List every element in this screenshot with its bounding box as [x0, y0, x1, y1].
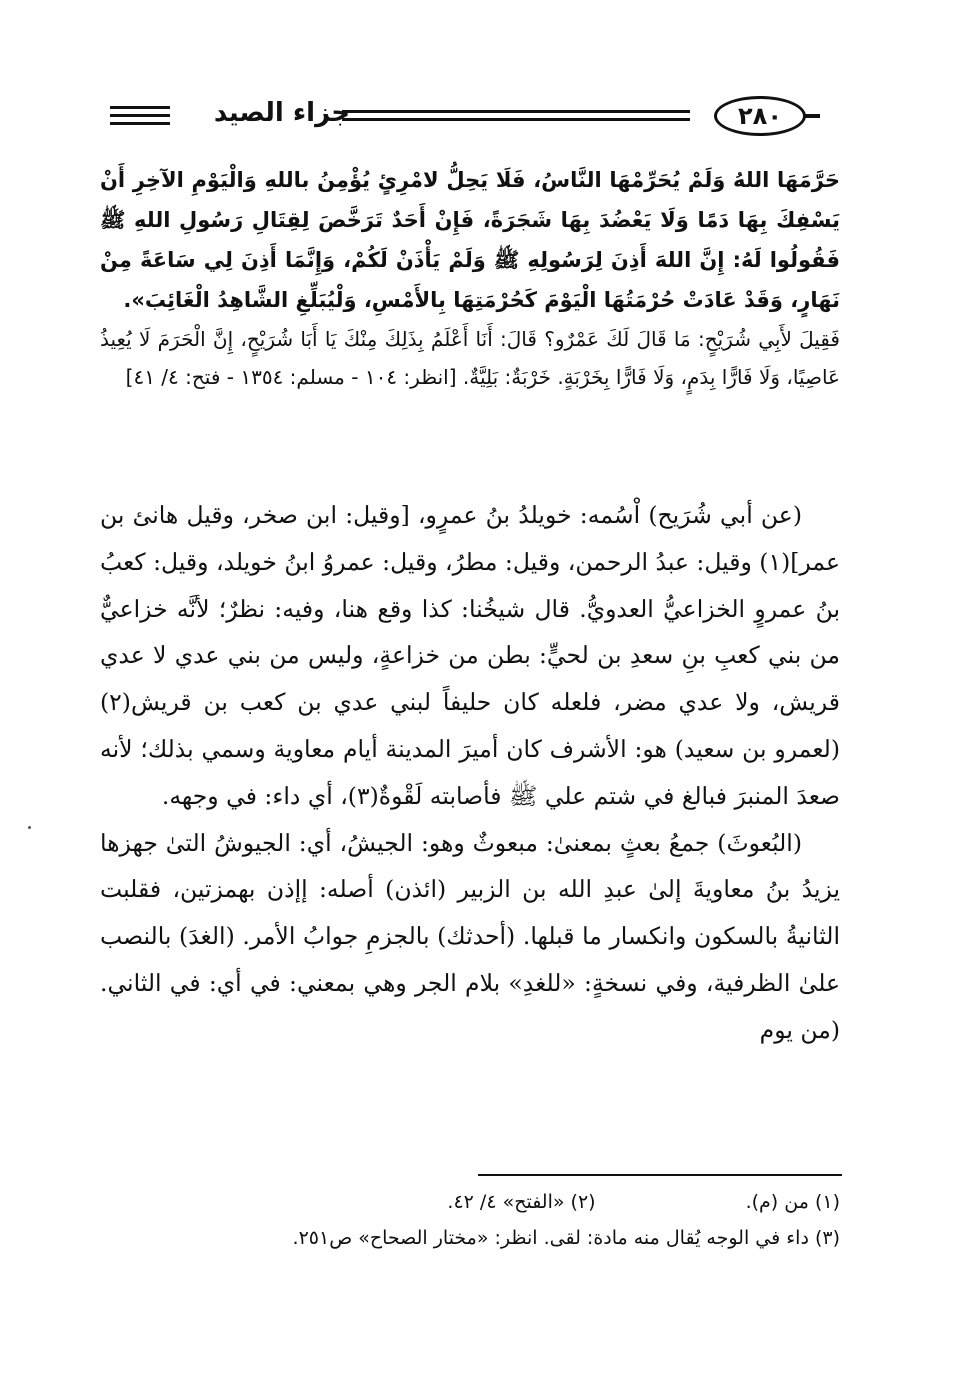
page-number-cartouche: [700, 92, 820, 144]
footnote-3: (٣) داء في الوجه يُقال منه مادة: لقى. انظر: «مختار الصحاح» ص٢٥١.: [292, 1227, 840, 1249]
commentary-paragraph-1: (عن أبي شُرَيح) اْسُمه: خويلدُ بنُ عمرٍو، [وقيل: ابن صخر، وقيل هانئ بن عمر](١) وقيل: عبدُ الرحمن، وقيل: مطرُ، وقيل: عمروُ ابنُ خويلد، وقيل: كعبُ بنُ عمروٍ الخزاعيُّ العدويُّ. قال شيخُنا: كذا وقع هنا، وفيه: نظرٌ؛ لأنَّه خزاعيٌّ من بني كعبِ بنِ سعدِ بن لحيٍّ: بطن من خزاعةٍ، وليس من بني عدي لا عدي قريش، ولا عدي مضر، فلعله كان حليفاً لبني عدي بن كعب بن قريش(٢) (لعمرو بن سعيد) هو: الأشرف كان أميرَ المدينة أيام معاوية وسمي بذلك؛ لأنه صعدَ المنبرَ فبالغ في شتم علي ﷺ فأصابته لَقْوةٌ(٣)، أي داء: في وجهه.: [100, 501, 840, 810]
scan-speck: [28, 826, 31, 829]
footnotes: [150, 1184, 840, 1256]
footnote-1: (١) من (م).: [745, 1191, 840, 1213]
commentary: [100, 492, 840, 1054]
hadith-dialogue: فَقِيلَ لأَبِي شُرَيْحٍ: مَا قَالَ لَكَ عَمْرٌو؟ قَالَ: أَنَا أَعْلَمُ بِذَلِكَ مِنْكَ يَا أَبَا شُرَيْحٍ، إِنَّ الْحَرَمَ لَا يُعِيذُ عَاصِيًا، وَلَا فَارًّا بِدَمٍ، وَلَا فَارًّا بِخَرْبَةٍ. خَرْبَةٌ: بَلِيَّةٌ. [انظر: ١٠٤ - مسلم: ١٣٥٤ - فتح: ٤/ ٤١]: [100, 327, 840, 389]
commentary-paragraph-2: (البُعوثَ) جمعُ بعثٍ بمعنىٰ: مبعوثٌ وهو: الجيشُ، أي: الجيوشُ التىٰ جهزها يزيدُ بنُ معاويةَ إلىٰ عبدِ الله بن الزبير (ائذن) أصله: إإذن بهمزتين، فقلبت الثانيةُ بالسكون وانكسار ما قبلها. (أحدثك) بالجزمِ جوابُ الأمر. (الغدَ) بالنصب علىٰ الظرفية، وفي نسخةٍ: «للغدِ» بلام الجر وهي بمعني: في أي: في الثاني. (من يوم: [100, 828, 840, 1044]
book-title: جزاء الصيد: [213, 98, 350, 128]
page-header: [110, 92, 820, 144]
hadith-paragraph: حَرَّمَهَا اللهُ وَلَمْ يُحَرِّمْهَا النَّاسُ، فَلَا يَحِلُّ لامْرِئٍ يُؤْمِنُ باللهِ وَالْيَوْمِ الآخِرِ أَنْ يَسْفِكَ بِهَا دَمًا وَلَا يَعْضُدَ بِهَا شَجَرَةً، فَإِنْ أَحَدٌ تَرَخَّصَ لِقِتَالِ رَسُولِ اللهِ ﷺ فَقُولُوا لَهُ: إِنَّ اللهَ أَذِنَ لِرَسُولِهِ ﷺ وَلَمْ يَأْذَنْ لَكُمْ، وَإِنَّمَا أَذِنَ لِي سَاعَةً مِنْ نَهَارٍ، وَقَدْ عَادَتْ حُرْمَتُهَا الْيَوْمَ كَحُرْمَتِهَا بِالأَمْسِ، وَلْيُبَلِّغِ الشَّاهِدُ الْغَائِبَ».: [100, 168, 840, 312]
footnote-separator: [478, 1174, 842, 1176]
hadith-text: [100, 160, 840, 396]
footnote-2: (٢) «الفتح» ٤/ ٤٢.: [447, 1191, 596, 1213]
page-number: ٢٨٠: [714, 96, 806, 136]
